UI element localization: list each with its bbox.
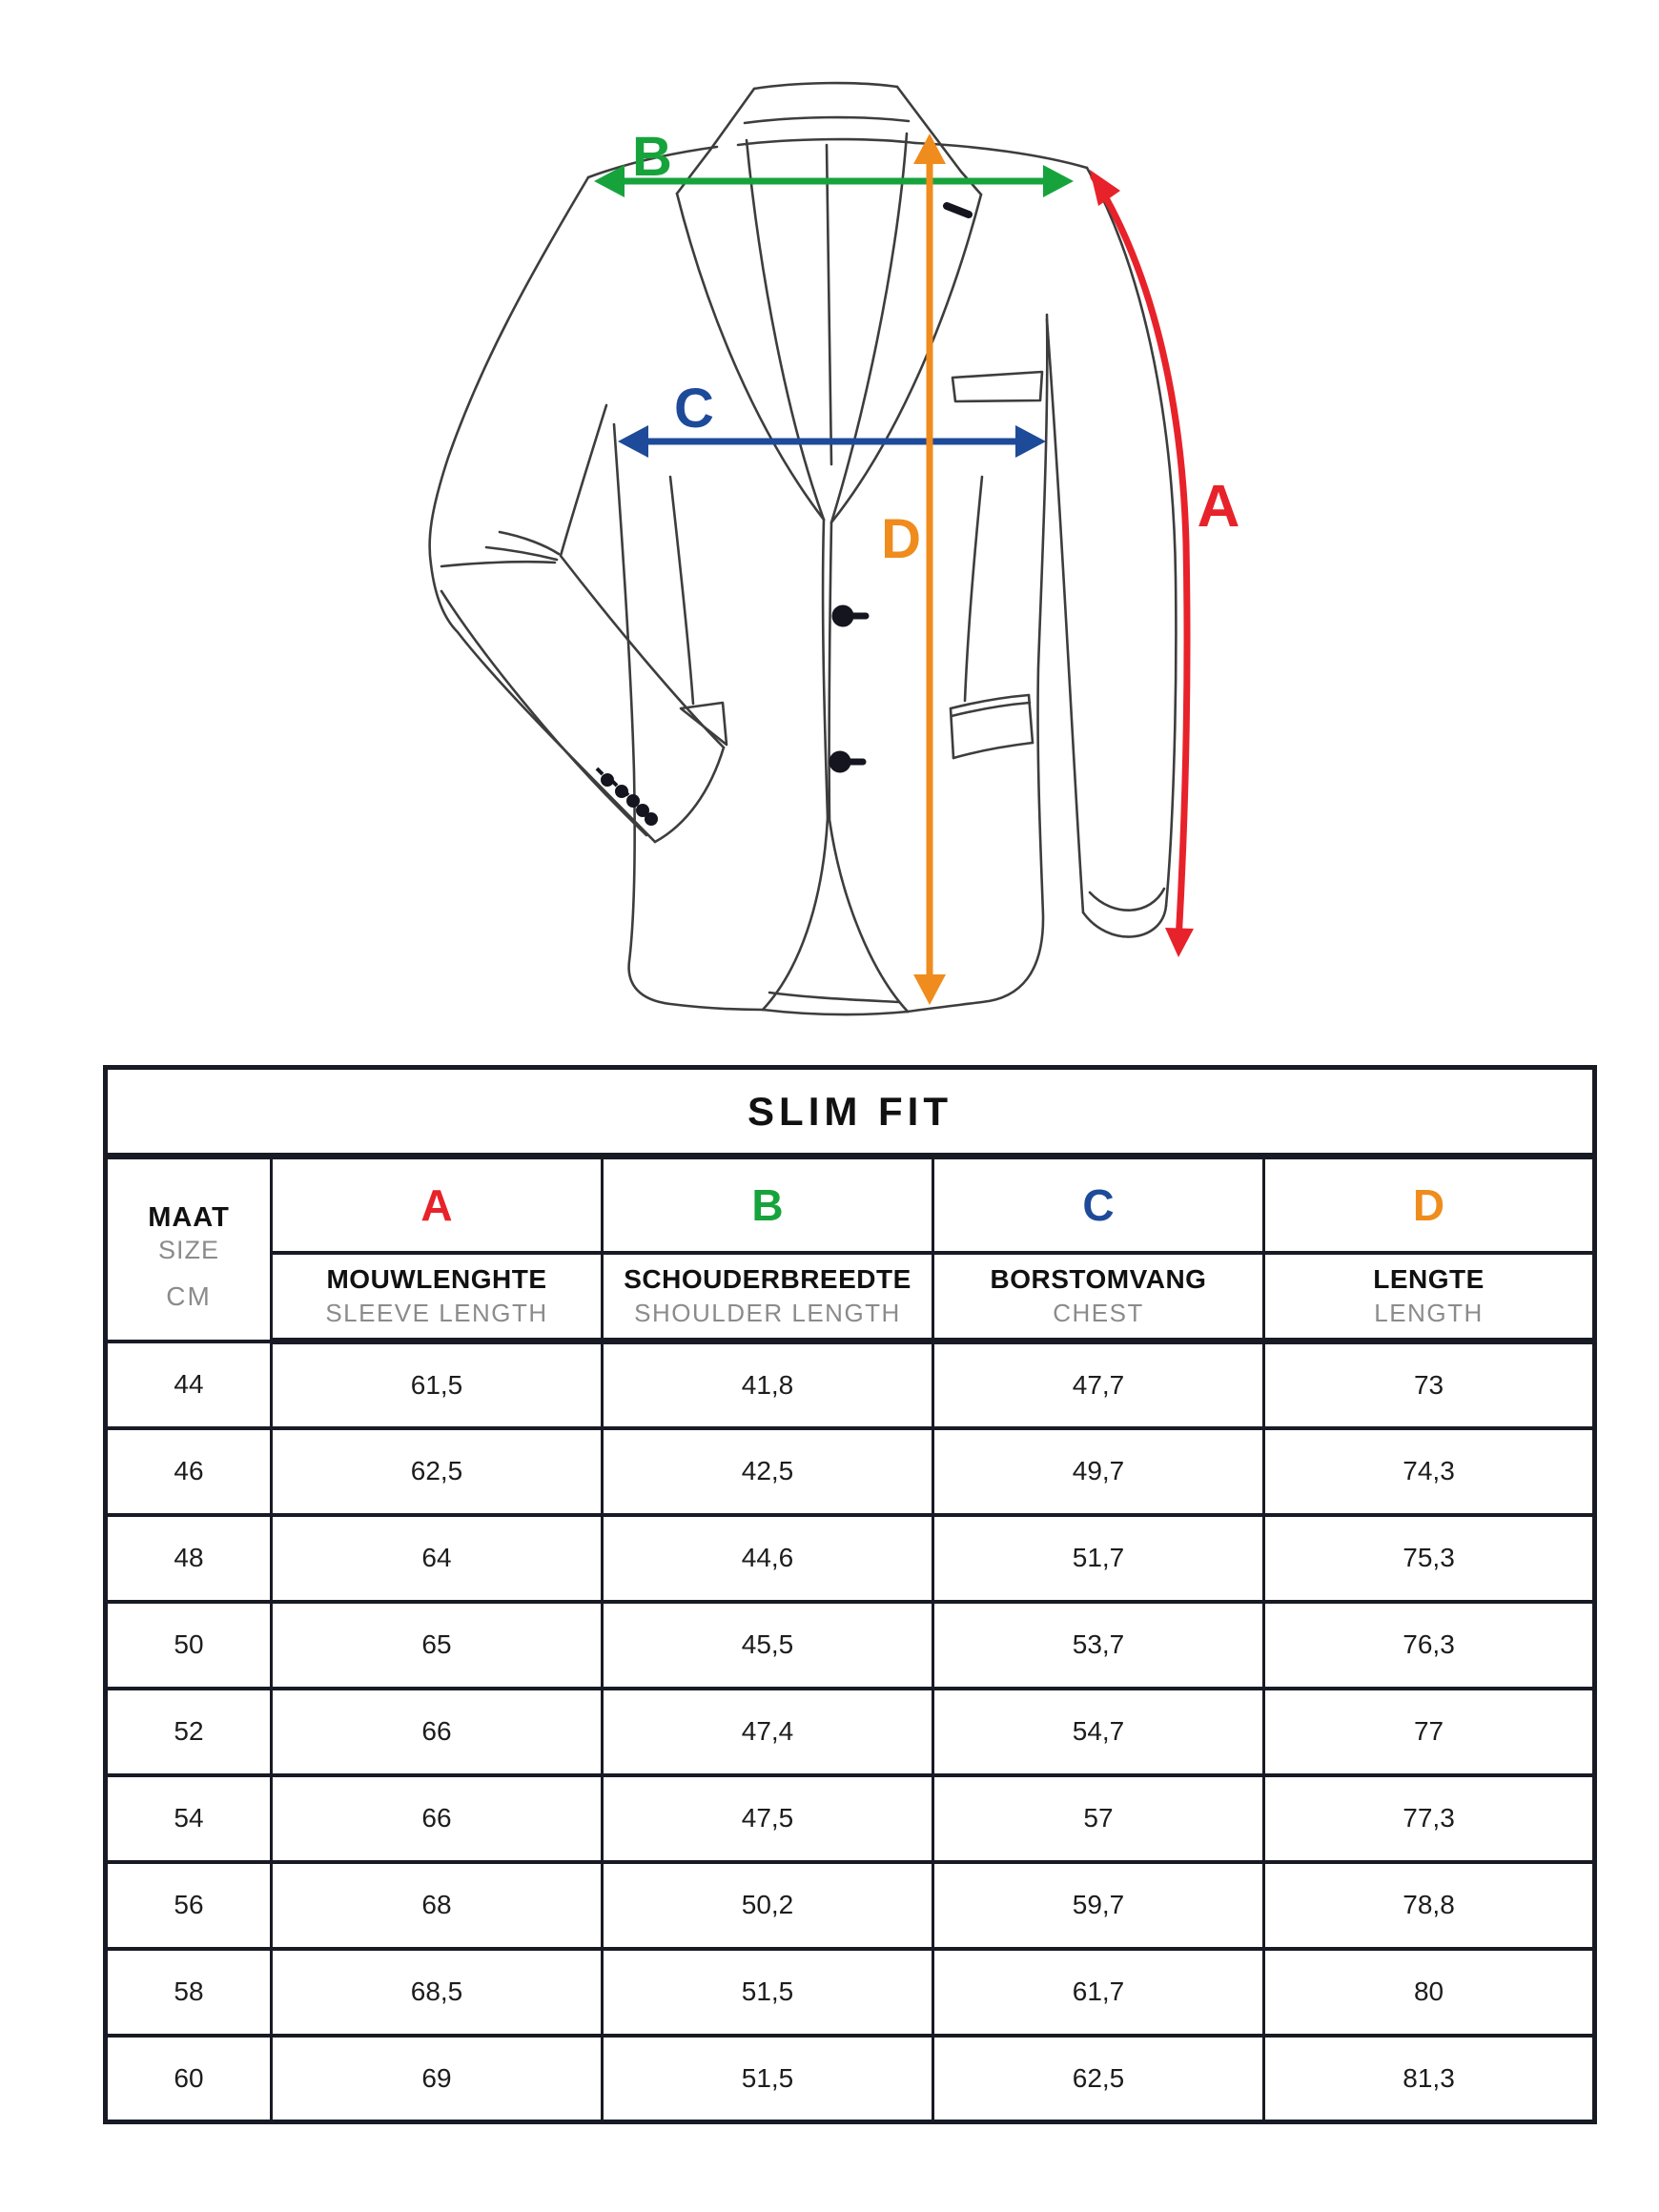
left-front-edge (763, 520, 828, 1010)
measurement-d: 76,3 (1264, 1602, 1595, 1689)
measurement-d: 73 (1264, 1342, 1595, 1428)
measurement-a: 66 (272, 1775, 603, 1862)
letters-header-row (106, 1157, 1595, 1253)
right-sleeve-inner (1047, 319, 1083, 912)
right-front-dart (965, 477, 982, 701)
elbow-crease-3 (441, 562, 555, 566)
measurement-d: 75,3 (1264, 1515, 1595, 1602)
measurement-c: 51,7 (933, 1515, 1264, 1602)
table-title-row (106, 1068, 1595, 1157)
measurement-a: 62,5 (272, 1428, 603, 1515)
size-header-nl: MAAT (148, 1202, 230, 1234)
measurement-c: 57 (933, 1775, 1264, 1862)
size-row-52 (106, 1689, 1595, 1775)
measurement-a: 66 (272, 1689, 603, 1775)
measurement-b: 42,5 (603, 1428, 933, 1515)
right-sleeve-outer (1087, 168, 1176, 906)
column-name-c-nl: BORSTOMVANG (990, 1263, 1207, 1294)
left-forearm-upper (561, 556, 724, 748)
size-value: 48 (106, 1515, 272, 1602)
size-row-58 (106, 1949, 1595, 2036)
measure-label-b: B (632, 126, 672, 188)
size-value: 58 (106, 1949, 272, 2036)
left-sleeve-outer (430, 177, 655, 842)
column-name-c-en: CHEST (1053, 1298, 1144, 1327)
size-row-46 (106, 1428, 1595, 1515)
measurement-c: 54,7 (933, 1689, 1264, 1775)
collar-seam-1 (745, 117, 909, 123)
elbow-crease-2 (486, 547, 557, 560)
measurement-c: 62,5 (933, 2036, 1264, 2122)
right-cuff-seam (1090, 889, 1164, 911)
jacket-drawing (430, 83, 1177, 1014)
size-value: 46 (106, 1428, 272, 1515)
size-header-cell (106, 1157, 272, 1342)
size-row-56 (106, 1862, 1595, 1949)
measurement-b: 47,5 (603, 1775, 933, 1862)
column-name-c (933, 1253, 1264, 1342)
measurement-b: 47,4 (603, 1689, 933, 1775)
size-unit-label: CM (166, 1281, 212, 1312)
measurement-a: 68 (272, 1862, 603, 1949)
size-header-en: SIZE (157, 1236, 219, 1265)
measurement-a: 64 (272, 1515, 603, 1602)
measurement-d: 81,3 (1264, 2036, 1595, 2122)
left-sleeve-seam (441, 591, 646, 835)
column-name-d-en: LENGTH (1374, 1298, 1484, 1327)
measurement-b: 50,2 (603, 1862, 933, 1949)
right-hip-pocket-flap-top (951, 695, 1029, 708)
left-sleeve-inner (561, 405, 606, 556)
measurement-b: 41,8 (603, 1342, 933, 1428)
measurement-c: 49,7 (933, 1428, 1264, 1515)
column-name-b-nl: SCHOUDERBREEDTE (624, 1263, 911, 1294)
measurement-b: 45,5 (603, 1602, 933, 1689)
size-value: 52 (106, 1689, 272, 1775)
left-front-dart (670, 477, 693, 704)
column-letter-a: A (272, 1157, 603, 1253)
jacket-measurement-diagram (0, 0, 1659, 1065)
size-table (103, 1065, 1597, 2124)
left-cuff-edge (655, 748, 724, 842)
column-letter-b: B (603, 1157, 933, 1253)
column-name-b (603, 1253, 933, 1342)
fit-title: SLIM FIT (106, 1068, 1595, 1157)
size-row-54 (106, 1775, 1595, 1862)
measurement-c: 47,7 (933, 1342, 1264, 1428)
measurement-a: 65 (272, 1602, 603, 1689)
size-row-50 (106, 1602, 1595, 1689)
column-name-a (272, 1253, 603, 1342)
measurement-b: 51,5 (603, 2036, 933, 2122)
measure-label-d: D (881, 508, 921, 570)
measure-arrow-a-sleeve (1090, 170, 1239, 957)
measurement-a: 68,5 (272, 1949, 603, 2036)
lapel-buttonhole-icon (947, 206, 969, 215)
size-value: 44 (106, 1342, 272, 1428)
measurement-a: 69 (272, 2036, 603, 2122)
names-header-row (106, 1253, 1595, 1342)
right-lapel-edge (831, 195, 981, 522)
measurement-b: 44,6 (603, 1515, 933, 1602)
size-value: 56 (106, 1862, 272, 1949)
measurement-a: 61,5 (272, 1342, 603, 1428)
left-lapel-notch (677, 150, 710, 194)
measurement-d: 78,8 (1264, 1862, 1595, 1949)
column-name-b-en: SHOULDER LENGTH (634, 1298, 901, 1327)
size-row-60 (106, 2036, 1595, 2122)
column-letter-c: C (933, 1157, 1264, 1253)
left-side-seam (614, 424, 763, 1010)
size-value: 54 (106, 1775, 272, 1862)
size-value: 50 (106, 1602, 272, 1689)
column-name-d (1264, 1253, 1595, 1342)
breast-pocket (952, 372, 1042, 401)
right-lapel-roll (831, 133, 907, 522)
column-name-a-en: SLEEVE LENGTH (325, 1298, 548, 1327)
size-row-44 (106, 1342, 1595, 1428)
measure-arrow-b-shoulder (594, 126, 1074, 197)
measure-label-c: C (674, 378, 714, 440)
column-name-d-nl: LENGTE (1373, 1263, 1485, 1294)
measure-label-a: A (1197, 474, 1240, 540)
measurement-d: 77,3 (1264, 1775, 1595, 1862)
measurement-c: 59,7 (933, 1862, 1264, 1949)
measurement-d: 74,3 (1264, 1428, 1595, 1515)
measurement-b: 51,5 (603, 1949, 933, 2036)
measurement-d: 77 (1264, 1689, 1595, 1775)
column-name-a-nl: MOUWLENGHTE (326, 1263, 547, 1294)
measurement-c: 53,7 (933, 1602, 1264, 1689)
size-value: 60 (106, 2036, 272, 2122)
size-row-48 (106, 1515, 1595, 1602)
collar-top (754, 83, 897, 89)
measurement-c: 61,7 (933, 1949, 1264, 2036)
column-letter-d: D (1264, 1157, 1595, 1253)
hem-bottom-line (763, 1010, 908, 1014)
shirt-center-line (827, 145, 831, 464)
measurement-d: 80 (1264, 1949, 1595, 2036)
right-hip-pocket-flap-bottom (953, 743, 1033, 758)
back-hem-line (769, 993, 899, 1002)
left-lapel-edge (677, 194, 824, 520)
